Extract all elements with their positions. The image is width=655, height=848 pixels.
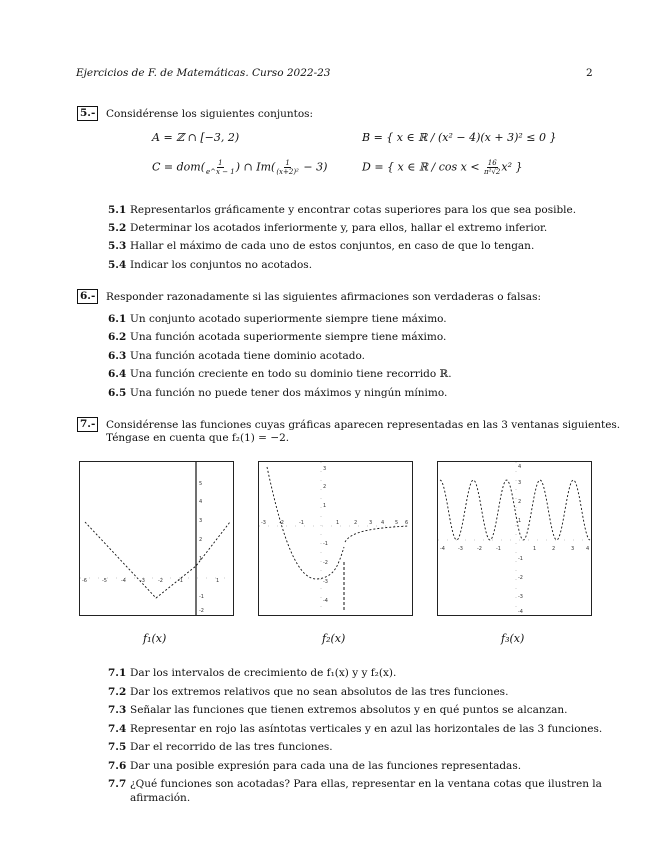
set-d xyxy=(362,159,522,176)
item-text: Indicar los conjuntos no acotados. xyxy=(130,259,313,271)
f2-y-tick: -1 xyxy=(323,541,328,547)
item-number: 7.7 xyxy=(108,778,127,790)
item-number: 7.1 xyxy=(108,667,127,679)
set-d-suffix: x² } xyxy=(501,160,523,174)
item-number: 6.2 xyxy=(108,331,127,343)
list-item xyxy=(108,667,396,680)
item-number: 5.1 xyxy=(108,204,127,216)
item-text: Dar los intervalos de crecimiento de f₁(x) y y f₂(x). xyxy=(130,667,397,679)
exercise-7-number: 7.- xyxy=(77,417,98,432)
plot-f2-graph xyxy=(259,462,412,615)
set-b: B = { x ∈ ℝ / (x² − 4)(x + 3)² ≤ 0 } xyxy=(362,131,557,144)
f1-curve xyxy=(85,522,230,598)
f3-x-tick: -1 xyxy=(496,546,501,552)
set-c xyxy=(152,159,327,176)
f1-y-tick: -1 xyxy=(199,594,204,600)
item-number: 7.2 xyxy=(108,686,127,698)
f2-x-tick: 3 xyxy=(369,520,373,526)
f1-y-tick: 2 xyxy=(199,537,203,543)
plot-f1-graph xyxy=(80,462,233,615)
set-c-fraction-1-num: 1 xyxy=(218,159,223,167)
f2-y-tick: -3 xyxy=(323,579,328,585)
f3-x-tick: 3 xyxy=(571,546,575,552)
f3-y-tick: 1 xyxy=(518,518,522,524)
page-header-title: Ejercicios de F. de Matemáticas. Curso 2022-23 xyxy=(76,67,331,79)
f3-x-tick: 4 xyxy=(586,546,590,552)
list-item xyxy=(108,313,447,326)
set-c-middle: ) ∩ Im( xyxy=(235,160,276,174)
item-text: afirmación. xyxy=(130,792,191,804)
list-item xyxy=(108,350,365,363)
list-item xyxy=(108,704,567,717)
list-item xyxy=(108,259,312,272)
list-item xyxy=(108,204,576,217)
item-number: 5.4 xyxy=(108,259,127,271)
exercise-5-intro: Considérense los siguientes conjuntos: xyxy=(106,108,314,120)
f1-x-tick: -3 xyxy=(140,578,145,584)
item-text: Representar en rojo las asíntotas verticales y en azul las horizontales de las 3 funciones. xyxy=(130,723,603,735)
f2-x-tick: 1 xyxy=(336,520,340,526)
caption-f2: f₂(x) xyxy=(322,632,346,645)
set-c-fraction-2-num: 1 xyxy=(285,159,290,167)
f2-x-tick: -1 xyxy=(299,520,304,526)
list-item xyxy=(108,741,333,754)
item-text: Un conjunto acotado superiormente siempre tiene máximo. xyxy=(130,313,447,325)
list-item xyxy=(108,331,446,344)
item-number: 6.1 xyxy=(108,313,127,325)
list-item xyxy=(108,760,521,773)
set-d-prefix: D = { x ∈ ℝ / cos x < xyxy=(362,160,480,174)
set-d-fraction-num: 16 xyxy=(487,159,497,167)
f1-x-tick: -6 xyxy=(82,578,87,584)
item-text: Una función acotada superiormente siempre tiene máximo. xyxy=(130,331,447,343)
item-text: Señalar las funciones que tienen extremos absolutos y en qué puntos se alcanzan. xyxy=(130,704,568,716)
plot-f3-graph xyxy=(438,462,591,615)
item-text: Una función acotada tiene dominio acotado. xyxy=(130,350,365,362)
f2-x-tick: 2 xyxy=(354,520,358,526)
caption-f1: f₁(x) xyxy=(143,632,167,645)
item-number: 7.5 xyxy=(108,741,127,753)
f3-y-tick: -2 xyxy=(518,575,523,581)
item-text: Dar los extremos relativos que no sean absolutos de las tres funciones. xyxy=(130,686,509,698)
list-item xyxy=(108,222,547,235)
item-text: Dar el recorrido de las tres funciones. xyxy=(130,741,333,753)
list-item xyxy=(108,778,602,791)
f2-y-tick: 1 xyxy=(323,503,327,509)
f2-y-tick: 3 xyxy=(323,466,327,472)
f1-y-tick: 3 xyxy=(199,518,203,524)
set-c-prefix: C = dom( xyxy=(152,160,206,174)
list-item xyxy=(108,387,447,400)
f2-y-tick: -2 xyxy=(323,560,328,566)
list-item xyxy=(108,240,534,253)
f1-y-tick: 5 xyxy=(199,481,203,487)
f2-x-tick: 6 xyxy=(405,520,409,526)
f1-x-tick: -5 xyxy=(102,578,107,584)
f3-x-tick: -3 xyxy=(458,546,463,552)
f2-x-tick: 4 xyxy=(381,520,385,526)
f2-x-tick: 5 xyxy=(395,520,399,526)
f1-y-tick: 4 xyxy=(199,499,203,505)
f2-y-tick: 2 xyxy=(323,484,327,490)
f3-x-tick: 2 xyxy=(552,546,556,552)
plot-f1-window xyxy=(79,461,234,616)
f3-y-tick: 2 xyxy=(518,499,522,505)
f2-x-tick: -3 xyxy=(261,520,266,526)
set-a: A = ℤ ∩ [−3, 2) xyxy=(152,131,240,144)
f3-y-tick: -4 xyxy=(518,609,523,615)
list-item xyxy=(108,686,508,699)
item-number: 7.4 xyxy=(108,723,127,735)
f3-x-tick: -2 xyxy=(477,546,482,552)
set-c-fraction-1-den: e^x − 1 xyxy=(206,168,235,176)
f2-right-branch xyxy=(345,526,409,542)
f1-x-tick: 1 xyxy=(216,578,220,584)
set-c-fraction-2 xyxy=(276,159,299,176)
plot-f3-window xyxy=(437,461,592,616)
f3-y-tick: 4 xyxy=(518,464,522,470)
item-number: 7.6 xyxy=(108,760,127,772)
item-number: 5.3 xyxy=(108,240,127,252)
f3-y-tick: -3 xyxy=(518,594,523,600)
exercise-5-number: 5.- xyxy=(77,106,98,121)
set-d-fraction-den: π²√2 xyxy=(484,168,501,176)
item-number: 6.3 xyxy=(108,350,127,362)
exercise-6-intro: Responder razonadamente si las siguientes afirmaciones son verdaderas o falsas: xyxy=(106,291,541,303)
page-number: 2 xyxy=(586,67,593,79)
item-text: Hallar el máximo de cada uno de estos conjuntos, en caso de que lo tengan. xyxy=(130,240,535,252)
plot-f2-window xyxy=(258,461,413,616)
item-text: Dar una posible expresión para cada una de las funciones representadas. xyxy=(130,760,522,772)
f3-y-tick: -1 xyxy=(518,556,523,562)
f3-y-tick: 3 xyxy=(518,480,522,486)
f1-x-tick: -4 xyxy=(121,578,126,584)
f3-x-tick: -4 xyxy=(440,546,445,552)
set-c-suffix: − 3) xyxy=(299,160,328,174)
item-text: Determinar los acotados inferiormente y, para ellos, hallar el extremo inferior. xyxy=(130,222,548,234)
item-text: ¿Qué funciones son acotadas? Para ellas, representar en la ventana cotas que ilustren la xyxy=(130,778,602,790)
f3-curve xyxy=(440,480,590,540)
f2-x-tick: -2 xyxy=(279,520,284,526)
f1-x-tick: -2 xyxy=(158,578,163,584)
set-c-fraction-2-den: (x+2)² xyxy=(276,168,299,176)
f3-x-tick: 1 xyxy=(533,546,537,552)
item-number: 6.4 xyxy=(108,368,127,380)
item-number: 5.2 xyxy=(108,222,127,234)
exercise-7-intro-line2: Téngase en cuenta que f₂(1) = −2. xyxy=(106,432,290,444)
item-text: Una función no puede tener dos máximos y ningún mínimo. xyxy=(130,387,448,399)
f2-y-tick: -4 xyxy=(323,598,328,604)
list-item-continuation xyxy=(108,792,190,805)
item-text: Representarlos gráficamente y encontrar cotas superiores para los que sea posible. xyxy=(130,204,577,216)
f1-y-tick: 1 xyxy=(199,556,203,562)
list-item xyxy=(108,723,602,736)
list-item xyxy=(108,368,452,381)
f1-y-tick: -2 xyxy=(199,608,204,614)
set-d-fraction xyxy=(484,159,500,176)
item-number: 6.5 xyxy=(108,387,127,399)
caption-f3: f₃(x) xyxy=(501,632,525,645)
item-number: 7.3 xyxy=(108,704,127,716)
set-c-fraction-1 xyxy=(206,159,235,176)
item-text: Una función creciente en todo su dominio tiene recorrido ℝ. xyxy=(130,368,452,380)
exercise-6-number: 6.- xyxy=(77,289,98,304)
exercise-7-intro-line1: Considérense las funciones cuyas gráficas aparecen representadas en las 3 ventanas siguientes. xyxy=(106,419,621,431)
f1-x-tick: -1 xyxy=(178,578,183,584)
